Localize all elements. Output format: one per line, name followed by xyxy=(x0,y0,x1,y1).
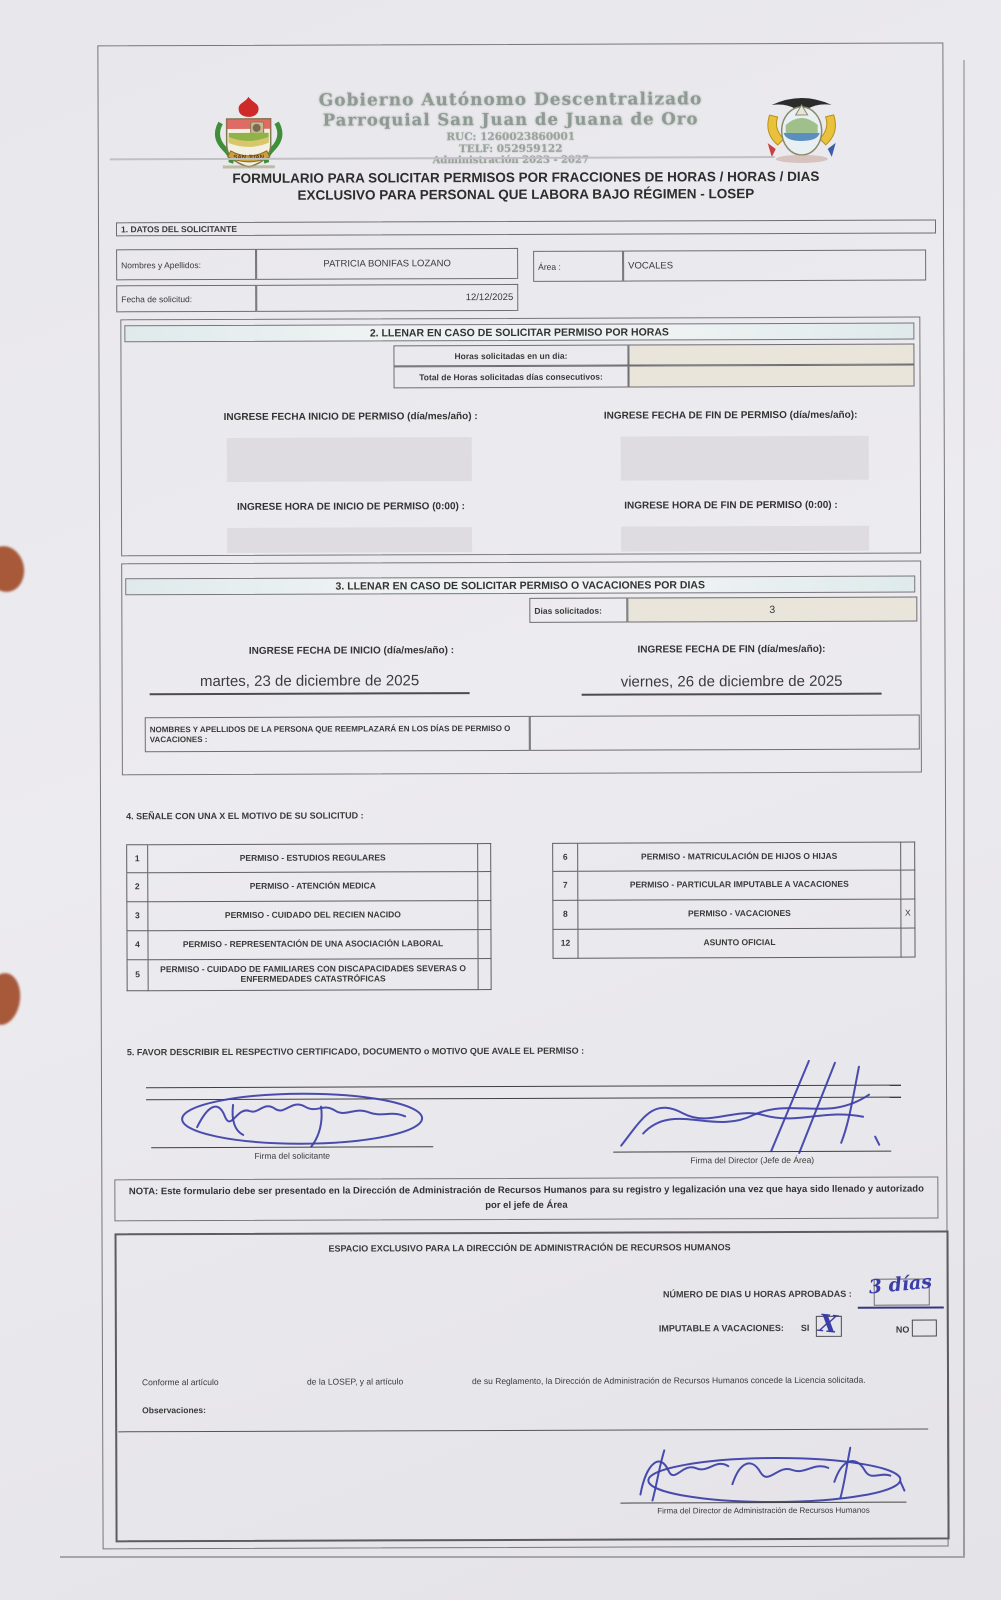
fecha-solicitud-label-cell xyxy=(116,285,256,312)
motive-label: PERMISO - ATENCIÓN MEDICA xyxy=(148,872,478,902)
section4-title: 4. SEÑALE CON UNA X EL MOTIVO DE SU SOLICITUD : xyxy=(126,810,364,822)
motive-label: PERMISO - CUIDADO DEL RECIEN NACIDO xyxy=(148,901,478,931)
motive-mark-cell-selected: X xyxy=(901,900,915,929)
motive-label: PERMISO - MATRICULACIÓN DE HIJOS O HIJAS xyxy=(578,842,901,872)
hr-section-title: ESPACIO EXCLUSIVO PARA LA DIRECCIÓN DE ADMINISTRACIÓN DE RECURSOS HUMANOS xyxy=(328,1242,731,1254)
s2-fecha-inicio-field xyxy=(227,437,472,482)
motive-mark-cell xyxy=(901,842,915,871)
motive-label: PERMISO - REPRESENTACIÓN DE UNA ASOCIACIÓN LABORAL xyxy=(148,930,478,960)
org-ruc: RUC: 1260023860001 xyxy=(446,130,576,144)
conforme-text-1: Conforme al artículo xyxy=(142,1376,219,1388)
form-title xyxy=(110,167,942,204)
reemplazo-value-cell xyxy=(530,715,920,751)
motives-table-right xyxy=(552,842,915,959)
hr-signature-label: Firma del Director de Administración de Recursos Humanos xyxy=(657,1505,870,1516)
motive-row xyxy=(126,843,491,873)
org-telf: TELF: 052959122 xyxy=(458,142,563,156)
motive-mark-cell xyxy=(478,901,491,930)
dias-solicitados-label-cell xyxy=(529,598,627,623)
reemplazo-label-cell xyxy=(145,716,530,752)
area-label: Área : xyxy=(538,261,561,272)
motive-num: 7 xyxy=(552,872,578,901)
no-checkbox xyxy=(912,1319,937,1336)
nombres-label-cell xyxy=(116,249,256,280)
area-value-cell xyxy=(623,250,926,282)
s3-fecha-inicio-value: martes, 23 de diciembre de 2025 xyxy=(150,672,470,695)
motive-num: 5 xyxy=(127,960,149,991)
motive-row xyxy=(126,872,491,902)
motive-row xyxy=(127,959,492,991)
imputable-label: IMPUTABLE A VACACIONES: xyxy=(658,1323,784,1334)
form-title-line2: EXCLUSIVO PARA PERSONAL QUE LABORA BAJO RÉGIMEN - LOSEP xyxy=(297,186,755,203)
dias-aprobadas-underline xyxy=(858,1306,944,1308)
org-admin-period: Administración 2023 - 2027 xyxy=(432,154,589,167)
director-signature-label: Firma del Director (Jefe de Área) xyxy=(690,1154,815,1166)
nombres-value-cell xyxy=(256,248,518,280)
area-value: VOCALES xyxy=(628,260,674,272)
motive-row xyxy=(126,901,491,931)
motive-mark-cell xyxy=(478,930,491,959)
motive-num: 2 xyxy=(126,873,148,902)
si-label: SI xyxy=(800,1322,810,1333)
applicant-signature xyxy=(173,1086,431,1149)
no-label: NO xyxy=(895,1324,910,1335)
total-horas-label-cell xyxy=(393,366,628,389)
nota-text: NOTA: Este formulario debe ser presentado en la Dirección de Administración de Recursos Humanos para su registro y legalización una vez que haya sido llenado y autorizado por el jefe de Área xyxy=(128,1183,924,1212)
dias-aprobadas-field xyxy=(867,1270,933,1306)
dias-solicitados-value: 3 xyxy=(769,603,776,616)
motive-row xyxy=(552,900,915,930)
si-checkbox xyxy=(816,1307,842,1339)
motive-num: 6 xyxy=(552,843,578,872)
motive-num: 1 xyxy=(126,844,148,873)
motive-label: PERMISO - ESTUDIOS REGULARES xyxy=(148,843,478,873)
motive-num: 4 xyxy=(126,931,148,960)
nombres-label: Nombres y Apellidos: xyxy=(121,259,201,270)
horas-dia-label-cell xyxy=(393,345,628,367)
motive-num: 12 xyxy=(552,930,578,959)
s2-fecha-fin-field xyxy=(621,436,869,481)
horas-dia-value-cell xyxy=(628,344,914,366)
conforme-text-3: de su Reglamento, la Dirección de Administración de Recursos Humanos concede la Licencia solicitada. xyxy=(472,1374,866,1387)
ecuador-coat-of-arms-logo xyxy=(756,93,848,171)
s2-fecha-fin-label: INGRESE FECHA DE FIN DE PERMISO (día/mes/año): xyxy=(603,409,858,422)
total-horas-label: Total de Horas solicitadas días consecutivos: xyxy=(419,371,603,383)
form-title-line1: FORMULARIO PARA SOLICITAR PERMISOS POR FRACCIONES DE HORAS / HORAS / DIAS xyxy=(232,168,820,186)
s2-hora-fin-field xyxy=(621,526,869,552)
s3-fecha-fin-value: viernes, 26 de diciembre de 2025 xyxy=(582,673,882,696)
fecha-solicitud-value-cell xyxy=(256,284,518,312)
dias-aprobadas-label: NÚMERO DE DIAS U HORAS APROBADAS : xyxy=(663,1288,852,1300)
fecha-solicitud-label: Fecha de solicitud: xyxy=(121,293,193,304)
s2-hora-inicio-field xyxy=(227,527,472,553)
area-label-cell xyxy=(533,251,623,282)
applicant-signature-label: Firma del solicitante xyxy=(254,1150,331,1161)
motive-mark-cell xyxy=(479,959,492,990)
motive-num: 3 xyxy=(126,902,148,931)
reemplazo-label: NOMBRES Y APELLIDOS DE LA PERSONA QUE REEMPLAZARÁ EN LOS DÍAS DE PERMISO O VACACIONES : xyxy=(149,723,511,744)
nota-box xyxy=(114,1176,938,1221)
motives-table-left xyxy=(126,843,492,991)
motive-mark-cell xyxy=(901,929,915,958)
observaciones-label: Observaciones: xyxy=(142,1405,206,1416)
section2-header xyxy=(124,323,914,343)
total-horas-value-cell xyxy=(628,365,914,388)
motive-label: PERMISO - PARTICULAR IMPUTABLE A VACACIONES xyxy=(578,871,901,901)
conforme-text-2: de la LOSEP, y al artículo xyxy=(307,1376,404,1387)
fecha-solicitud-value: 12/12/2025 xyxy=(465,291,514,304)
motive-label: PERMISO - VACACIONES xyxy=(578,900,901,930)
s2-fecha-inicio-label: INGRESE FECHA INICIO DE PERMISO (día/mes/año) : xyxy=(223,411,478,423)
section3-title: 3. LLENAR EN CASO DE SOLICITAR PERMISO O VACACIONES POR DIAS xyxy=(335,578,706,593)
nombres-value: PATRICIA BONIFAS LOZANO xyxy=(323,258,451,270)
s3-fecha-inicio-label: INGRESE FECHA DE INICIO (día/mes/año) : xyxy=(248,645,455,657)
hr-director-signature xyxy=(624,1444,912,1507)
motive-mark-cell xyxy=(478,843,491,872)
motive-mark-cell xyxy=(901,871,915,900)
motive-row xyxy=(126,930,491,960)
si-checkbox-mark: X xyxy=(817,1307,839,1339)
section1-title: 1. DATOS DEL SOLICITANTE xyxy=(120,223,238,235)
section3-header xyxy=(125,576,915,596)
org-name-line2: Parroquial San Juan de Juana de Oro xyxy=(322,109,699,130)
section2-title: 2. LLENAR EN CASO DE SOLICITAR PERMISO POR HORAS xyxy=(369,325,669,339)
motive-row xyxy=(552,929,915,959)
motive-label: PERMISO - CUIDADO DE FAMILIARES CON DISCAPACIDADES SEVERAS O ENFERMEDADES CATASTRÓFICAS xyxy=(149,959,479,991)
s2-hora-fin-label: INGRESE HORA DE FIN DE PERMISO (0:00) : xyxy=(624,499,838,512)
director-signature xyxy=(613,1057,889,1156)
org-name-line1: Gobierno Autónomo Descentralizado xyxy=(318,89,703,111)
dias-solicitados-label: Dias solicitados: xyxy=(534,605,602,616)
s3-fecha-fin-label: INGRESE FECHA DE FIN (día/mes/año): xyxy=(637,643,826,656)
motive-row xyxy=(552,871,915,901)
motive-label: ASUNTO OFICIAL xyxy=(578,929,901,959)
motive-num: 8 xyxy=(552,901,578,930)
dias-aprobadas-handwriting: 3 días xyxy=(867,1270,933,1299)
section5-title: 5. FAVOR DESCRIBIR EL RESPECTIVO CERTIFICADO, DOCUMENTO o MOTIVO QUE AVALE EL PERMISO : xyxy=(126,1045,585,1058)
section1-header xyxy=(116,219,936,236)
header-org-block xyxy=(276,89,746,167)
motive-row xyxy=(552,842,915,872)
dias-solicitados-value-cell xyxy=(627,597,917,623)
parish-banner-text: SAN JUAN xyxy=(233,154,265,161)
motive-mark-cell xyxy=(478,872,491,901)
s2-hora-inicio-label: INGRESE HORA DE INICIO DE PERMISO (0:00) : xyxy=(236,501,465,513)
horas-dia-label: Horas solicitadas en un dia: xyxy=(454,350,568,361)
